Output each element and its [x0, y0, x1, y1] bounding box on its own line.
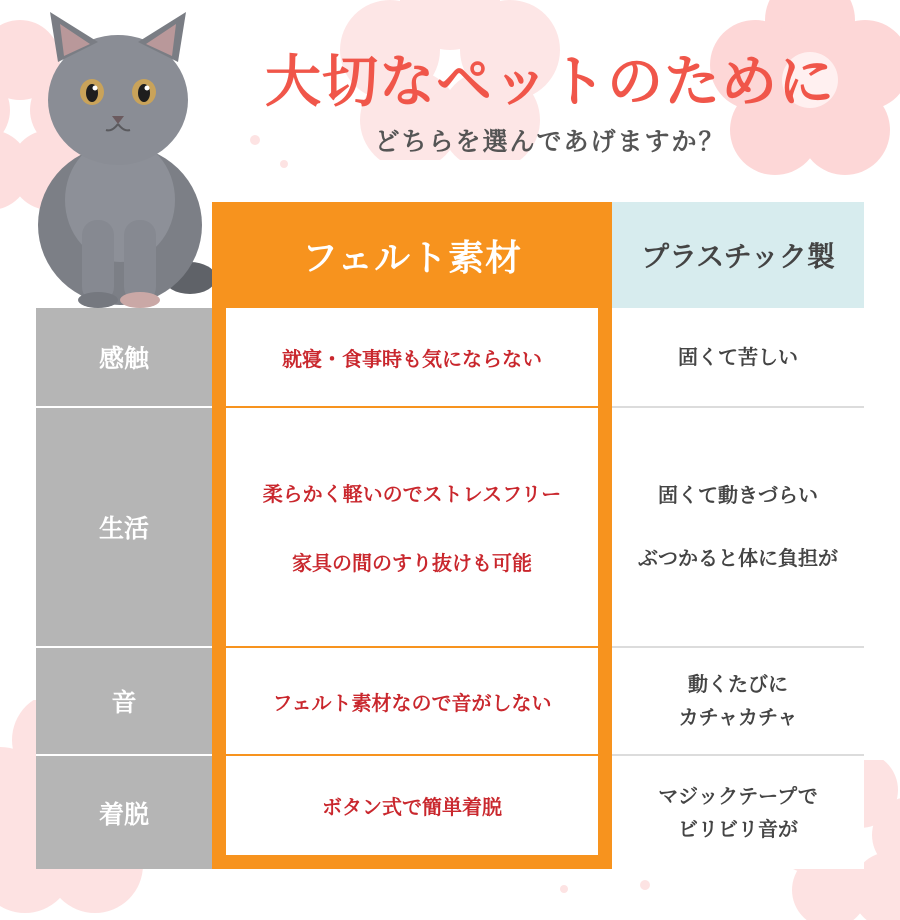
row-divider: [612, 646, 864, 648]
felt-column-header: [212, 202, 612, 308]
plastic-cell-sound: [612, 648, 864, 754]
plastic-column-label: プラスチック製: [641, 240, 835, 273]
plastic-text: マジックテープで: [658, 783, 818, 808]
felt-text: 家具の間のすり抜けも可能: [292, 551, 532, 575]
row-divider: [612, 754, 864, 756]
plastic-column-header: [612, 202, 864, 308]
felt-text: フェルト素材なので音がしない: [272, 690, 552, 715]
plastic-text: 動くたびに: [688, 672, 788, 696]
row-label-fastening: 着脱: [36, 756, 212, 869]
row-label-life: 生活: [36, 408, 212, 646]
felt-cell-life: [226, 408, 598, 646]
felt-cell-fastening: [226, 756, 598, 855]
plastic-text: 固くて苦しい: [678, 344, 798, 369]
row-divider: [36, 646, 212, 648]
row-label-touch: 感触: [36, 308, 212, 406]
felt-text: 柔らかく軽いのでストレスフリー: [262, 482, 562, 506]
plastic-text: ぶつかると体に負担が: [638, 546, 838, 570]
row-label-sound: 音: [36, 648, 212, 754]
row-divider: [226, 754, 598, 756]
row-divider: [226, 406, 598, 408]
page-title: 大切なペットのために: [265, 50, 835, 115]
page-subtitle: どちらを選んであげますか？: [374, 127, 726, 156]
row-divider: [612, 406, 864, 408]
plastic-cell-touch: [612, 308, 864, 406]
plastic-cell-life: [612, 408, 864, 646]
felt-text: ボタン式で簡単着脱: [322, 795, 502, 819]
felt-cell-touch: [226, 308, 598, 406]
felt-column-label: フェルト素材: [301, 237, 523, 279]
felt-text: 就寝・食事時も気にならない: [282, 346, 542, 371]
row-divider: [36, 406, 212, 408]
plastic-text: カチャカチャ: [678, 705, 798, 729]
gray-kitten-image: [20, 0, 220, 310]
plastic-text: 固くて動きづらい: [658, 483, 818, 507]
row-divider: [226, 646, 598, 648]
felt-cell-sound: [226, 648, 598, 754]
plastic-cell-fastening: [612, 756, 864, 869]
row-divider: [36, 754, 212, 756]
plastic-text: ビリビリ音が: [678, 816, 798, 841]
